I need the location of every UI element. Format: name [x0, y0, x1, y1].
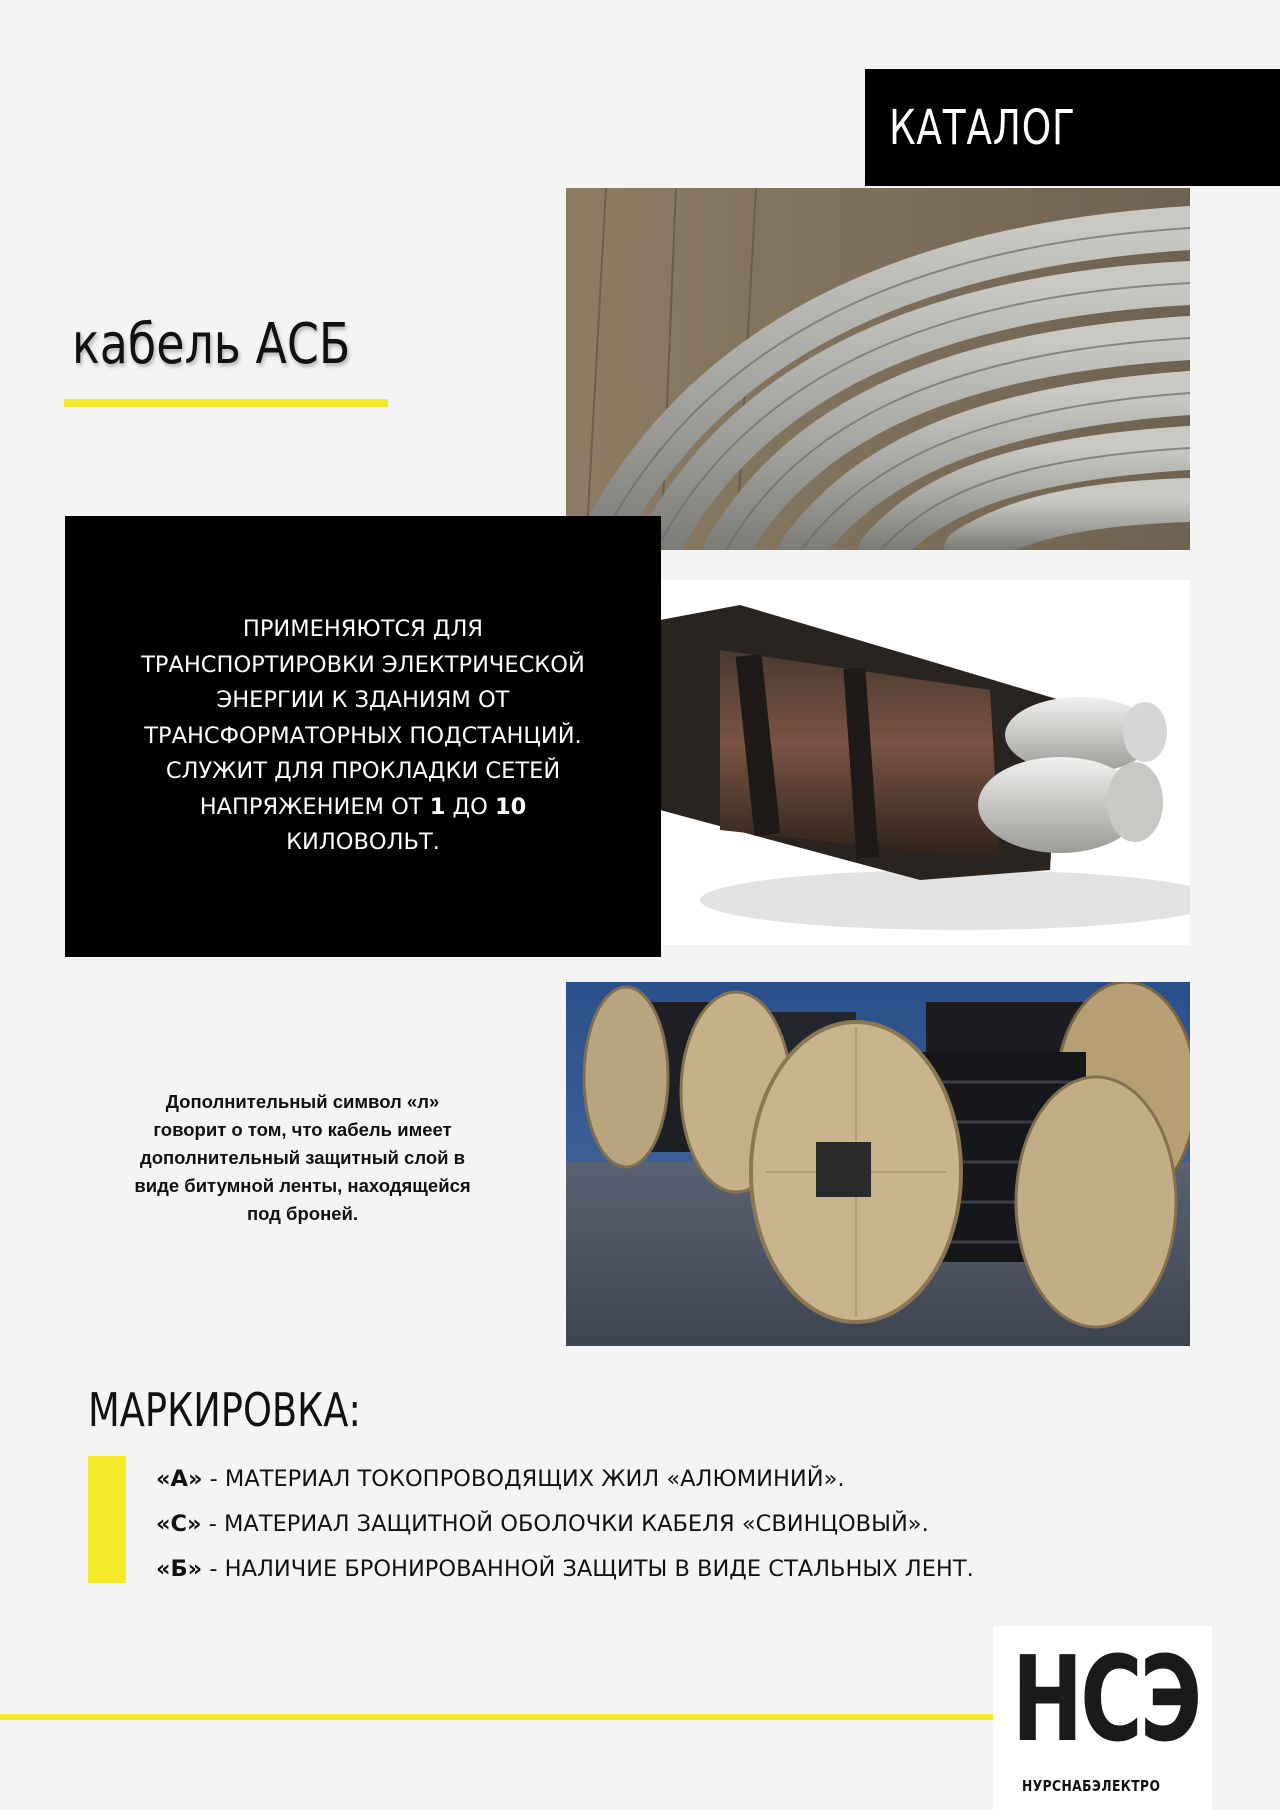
marking-item-a [156, 1457, 974, 1502]
cable-coil-photo [566, 188, 1190, 550]
description-voltage-min: 1 [429, 793, 446, 820]
description-voltage-prefix: НАПРЯЖЕНИЕМ ОТ [199, 793, 430, 820]
description-line: ТРАНСПОРТИРОВКИ ЭЛЕКТРИЧЕСКОЙ [141, 651, 585, 678]
page-title [72, 312, 412, 377]
page-title-text: кабель АСБ [72, 312, 351, 377]
description-line: ЭНЕРГИИ К ЗДАНИЯМ ОТ [216, 687, 510, 714]
marking-text: - НАЛИЧИЕ БРОНИРОВАННОЙ ЗАЩИТЫ В ВИДЕ СТАЛЬНЫХ ЛЕНТ. [202, 1556, 974, 1582]
marking-list [156, 1457, 974, 1592]
logo-mark-text: НСЭ [1012, 1630, 1200, 1768]
catalog-label [865, 69, 1280, 186]
marking-code: «С» [156, 1511, 202, 1537]
logo-mark [1012, 1630, 1200, 1768]
description-line: СЛУЖИТ ДЛЯ ПРОКЛАДКИ СЕТЕЙ [165, 758, 561, 785]
description-line: КИЛОВОЛЬТ. [286, 829, 440, 856]
title-underline [64, 399, 388, 407]
description-box [65, 516, 661, 957]
note-line: говорит о том, что кабель имеет [153, 1119, 452, 1140]
description-line [141, 790, 585, 826]
marking-item-s [156, 1502, 974, 1547]
cable-cross-section-photo [660, 580, 1190, 945]
marking-code: «Б» [156, 1556, 203, 1582]
note-line: виде битумной ленты, находящейся [134, 1175, 471, 1196]
marking-heading-text: МАРКИРОВКА: [88, 1383, 361, 1437]
description-line: ПРИМЕНЯЮТСЯ ДЛЯ [242, 616, 484, 643]
marking-text: - МАТЕРИАЛ ТОКОПРОВОДЯЩИХ ЖИЛ «АЛЮМИНИЙ». [202, 1466, 845, 1492]
cable-drums-photo [566, 982, 1190, 1346]
catalog-label-text: КАТАЛОГ [889, 99, 1076, 156]
description-voltage-max: 10 [494, 793, 527, 820]
marking-code: «А» [156, 1466, 203, 1492]
marking-text: - МАТЕРИАЛ ЗАЩИТНОЙ ОБОЛОЧКИ КАБЕЛЯ «СВИНЦОВЫЙ». [201, 1511, 929, 1537]
description-text [141, 612, 585, 861]
description-voltage-mid: ДО [445, 793, 495, 820]
note-line: Дополнительный символ «л» [165, 1091, 440, 1112]
marking-heading [88, 1383, 429, 1437]
description-line: ТРАНСФОРМАТОРНЫХ ПОДСТАНЦИЙ. [144, 722, 582, 749]
logo-company-name-text: НУРСНАБЭЛЕКТРО [1022, 1777, 1161, 1795]
marking-item-b [156, 1547, 974, 1592]
marking-accent-bar [88, 1456, 126, 1583]
logo-company-name [1022, 1777, 1191, 1795]
note-line: под броней. [246, 1203, 359, 1224]
note-line: дополнительный защитный слой в [139, 1147, 466, 1168]
additional-symbol-note [80, 1088, 525, 1228]
footer-accent-line [0, 1714, 1000, 1720]
